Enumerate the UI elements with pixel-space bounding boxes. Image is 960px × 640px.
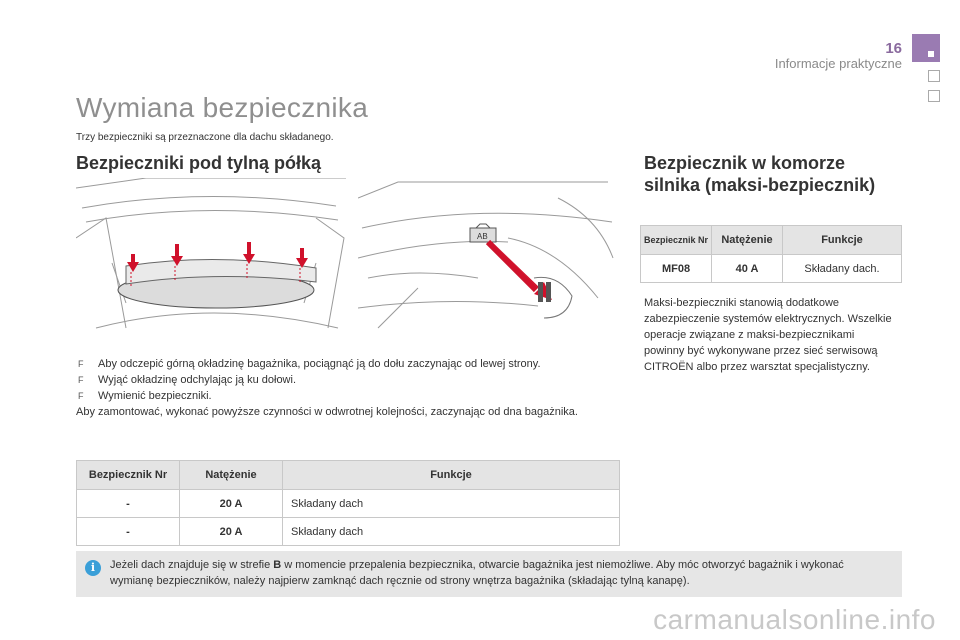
section-tab bbox=[928, 70, 940, 82]
instructions bbox=[76, 356, 606, 420]
instruction-step: F Wyjąć okładzinę odchylając ją ku dołowi. bbox=[78, 374, 296, 386]
svg-text:AB: AB bbox=[477, 232, 488, 241]
section-tab-active bbox=[912, 34, 940, 62]
table-header-row: Bezpiecznik Nr Natężenie Funkcje bbox=[641, 226, 902, 255]
info-icon: i bbox=[85, 560, 101, 576]
bullet-icon: F bbox=[78, 391, 84, 401]
table-header-row: Bezpiecznik Nr Natężenie Funkcje bbox=[77, 461, 620, 490]
page-title: Wymiana bezpiecznika bbox=[76, 92, 369, 123]
reassembly-text: Aby zamontować, wykonać powyższe czynności w odwrotnej kolejności, zaczynając od dna bagażnika. bbox=[76, 406, 578, 418]
watermark: carmanualsonline.info bbox=[653, 604, 936, 635]
bullet-icon: F bbox=[78, 359, 84, 369]
trunk-fuse-table bbox=[76, 460, 620, 546]
instruction-step: F Aby odczepić górną okładzinę bagażnika, pociągnąć ją do dołu zaczynając od lewej strony. bbox=[78, 358, 541, 370]
right-heading: Bezpiecznik w komorze silnika (maksi-bezpiecznik) bbox=[644, 153, 876, 195]
section-name: Informacje praktyczne bbox=[774, 56, 902, 71]
section-tab bbox=[928, 90, 940, 102]
page-subtitle: Trzy bezpieczniki są przeznaczone dla dachu składanego. bbox=[76, 132, 334, 143]
left-heading: Bezpieczniki pod tylną półką bbox=[76, 153, 322, 173]
page-number: 16 bbox=[885, 40, 902, 57]
engine-fuse-table bbox=[640, 225, 902, 283]
bullet-icon: F bbox=[78, 375, 84, 385]
table-row: - 20 A Składany dach bbox=[77, 490, 620, 518]
table-row: MF08 40 A Składany dach. bbox=[641, 255, 902, 283]
table-row: - 20 A Składany dach bbox=[77, 518, 620, 546]
maxi-fuse-paragraph: Maksi-bezpieczniki stanowią dodatkowe zabezpieczenie systemów elektrycznych. Wszelkie operacje związane z maksi-bezpiecznikami powinny być wykonywane przez sieć serwisową CITROËN albo przez warsztat specjalistyczny. bbox=[644, 297, 892, 373]
info-note: i Jeżeli dach znajduje się w strefie B w momencie przepalenia bezpiecznika, otwarcie bagażnika jest niemożliwe. Aby móc otworzyć bagażnik i wykonać wymianę bezpieczników, należy najpierw zamknąć dach ręcznie od strony wnętrza bagażnika (składając tylną kanapę). bbox=[76, 551, 902, 597]
fuse-location-illustration bbox=[358, 178, 616, 330]
trunk-shelf-illustration bbox=[76, 178, 346, 330]
instruction-step: F Wymienić bezpieczniki. bbox=[78, 390, 212, 402]
